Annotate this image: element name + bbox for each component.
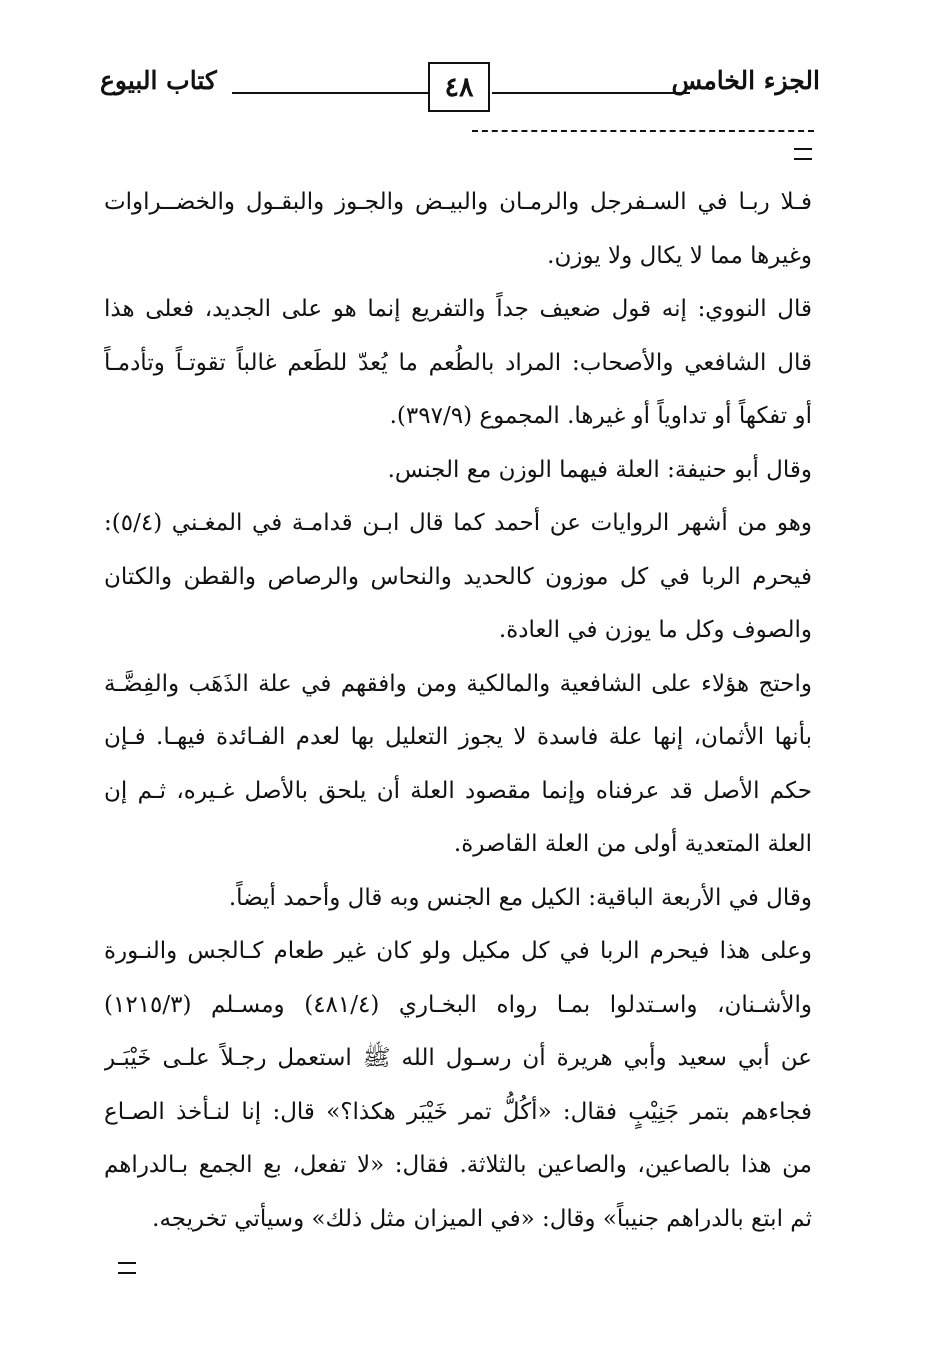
text-line: قال الشافعي والأصحاب: المراد بالطُعم ما يُعدّ للطَعم غالباً تقوتـاً وتأدمـاً bbox=[104, 349, 812, 376]
text-line: بأنها الأثمان، إنها علة فاسدة لا يجوز التعليل بها لعدم الفـائدة فيهـا. فـإن bbox=[104, 724, 812, 750]
text-line: فيحرم الربا في كل موزون كالحديد والنحاس والرصاص والقطن والكتان bbox=[104, 563, 812, 590]
header-rule-left bbox=[232, 92, 428, 94]
top-double-rule-mark bbox=[794, 148, 812, 160]
running-head-volume: الجزء الخامس bbox=[671, 66, 820, 95]
text-line: وغيرها مما لا يكال ولا يوزن. bbox=[547, 242, 812, 269]
bottom-double-rule-mark bbox=[118, 1262, 136, 1274]
page-header bbox=[100, 62, 820, 118]
text-line: والأشـنان، واسـتدلوا بمـا رواه البخـاري (٤٨١/٤) ومسـلم (١٢١٥/٣) bbox=[104, 991, 812, 1018]
page-number-box bbox=[428, 62, 490, 112]
text-line: فـلا ربـا في السـفرجل والرمـان والبيـض والجـوز والبقـول والخضــراوات bbox=[104, 189, 812, 215]
text-line: حكم الأصل قد عرفناه وإنما مقصود العلة أن يلحق بالأصل غـيره، ثـم إن bbox=[104, 777, 812, 804]
text-line: ثم ابتع بالدراهم جنيباً» وقال: «في الميزان مثل ذلك» وسيأتي تخريجه. bbox=[152, 1205, 812, 1232]
text-line: العلة المتعدية أولى من العلة القاصرة. bbox=[453, 831, 812, 857]
text-line: أو تفكهاً أو تداوياً أو غيرها. المجموع (٣٩٧/٩). bbox=[389, 403, 812, 429]
header-rule-right bbox=[492, 92, 690, 94]
text-line: من هذا بالصاعين، والصاعين بالثلاثة. فقال: «لا تفعل، بع الجمع بـالدراهم bbox=[104, 1152, 812, 1178]
text-line: فجاءهم بتمر جَنِيْبٍ فقال: «أكُلُّ تمر خَيْبَر هكذا؟» قال: إنا لنـأخذ الصـاع bbox=[104, 1098, 812, 1125]
body-text bbox=[104, 176, 812, 1246]
running-head-book: كتاب البيوع bbox=[100, 66, 217, 95]
header-dashed-rule bbox=[472, 130, 814, 132]
text-line: وقال في الأربعة الباقية: الكيل مع الجنس وبه قال وأحمد أيضاً. bbox=[228, 884, 812, 911]
text-line: قال النووي: إنه قول ضعيف جداً والتفريع إنما هو على الجديد، فعلى هذا bbox=[104, 296, 812, 322]
page-number: ٤٨ bbox=[444, 71, 474, 103]
text-line: وعلى هذا فيحرم الربا في كل مكيل ولو كان غير طعام كـالجس والنـورة bbox=[104, 938, 812, 964]
text-line: وقال أبو حنيفة: العلة فيهما الوزن مع الجنس. bbox=[387, 456, 812, 483]
text-line: والصوف وكل ما يوزن في العادة. bbox=[498, 617, 812, 643]
text-line: وهو من أشهر الروايات عن أحمد كما قال ابـن قدامـة في المغـني (٥/٤): bbox=[104, 510, 812, 536]
text-line: واحتج هؤلاء على الشافعية والمالكية ومن وافقهم في علة الذَهَب والفِضَّـة bbox=[104, 670, 812, 697]
text-line: عن أبي سعيد وأبي هريرة أن رسـول الله ﷺ استعمل رجـلاً علـى خَيْبَـر bbox=[104, 1045, 812, 1071]
